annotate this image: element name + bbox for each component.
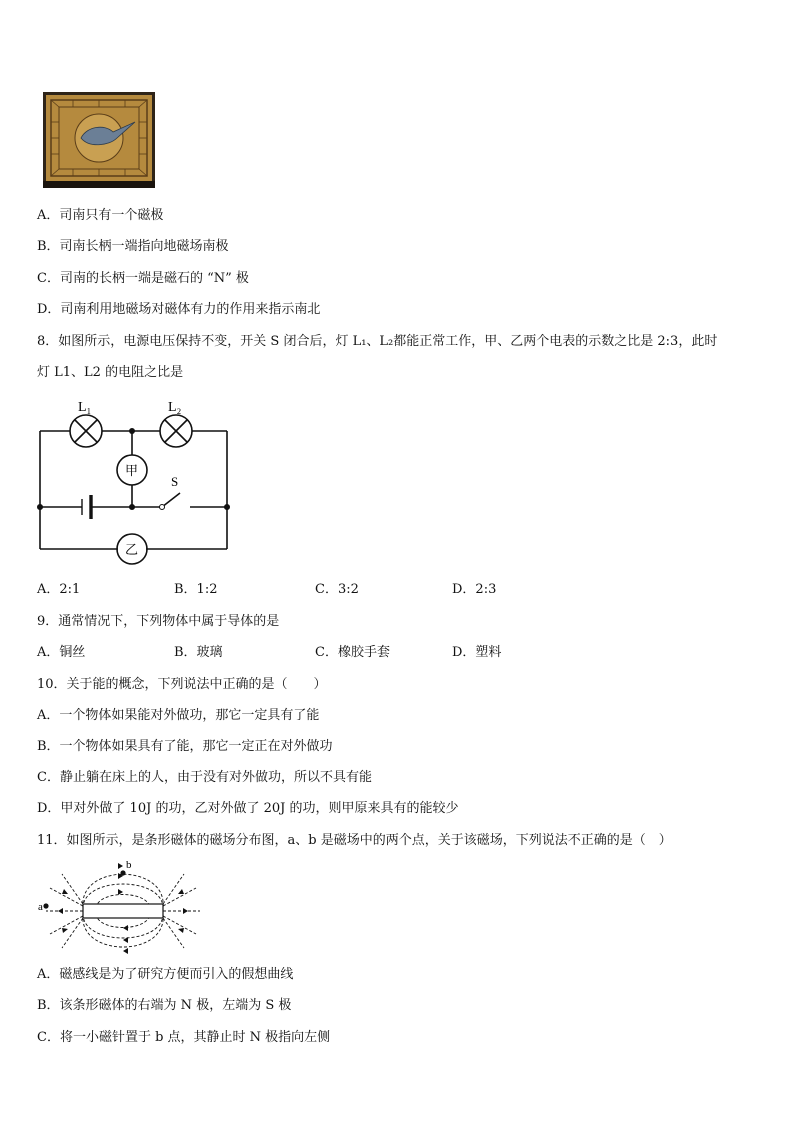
q7-option-c: C．司南的长柄一端是磁石的 “N” 极 [37, 271, 249, 286]
bar-magnet-field-diagram [38, 858, 208, 958]
q11-option-b: B．该条形磁体的右端为 N 极，左端为 S 极 [37, 998, 292, 1013]
q10-option-d: D．甲对外做了 10J 的功，乙对外做了 20J 的功，则甲原来具有的能较少 [37, 801, 459, 816]
q10-option-c: C．静止躺在床上的人，由于没有对外做功，所以不具有能 [37, 770, 372, 785]
l2-label: L₂ [168, 400, 182, 415]
q7-option-d: D．司南利用地磁场对磁体有力的作用来指示南北 [37, 302, 321, 317]
l1-label: L₁ [78, 400, 92, 415]
sinan-compass-image [43, 92, 155, 188]
q8-option-c: C．3:2 [315, 582, 359, 597]
q8-option-b: B．1:2 [174, 582, 218, 597]
q11-option-a: A．磁感线是为了研究方便而引入的假想曲线 [37, 967, 294, 982]
q11-stem: 11．如图所示，是条形磁体的磁场分布图，a、b 是磁场中的两个点，关于该磁场，下列说法不正确的是（ ） [37, 833, 672, 848]
q8-option-d: D．2:3 [452, 582, 497, 597]
q10-option-b: B．一个物体如果具有了能，那它一定正在对外做功 [37, 739, 333, 754]
point-b-label: b [126, 859, 132, 871]
q9-option-a: A．铜丝 [37, 645, 86, 660]
q11-option-c: C．将一小磁针置于 b 点，其静止时 N 极指向左侧 [37, 1030, 331, 1045]
q8-stem-line2: 灯 L1、L2 的电阻之比是 [37, 365, 184, 380]
q8-stem-line1: 8．如图所示，电源电压保持不变，开关 S 闭合后，灯 L₁、L₂都能正常工作，甲、乙两个电表的示数之比是 2:3，此时 [37, 334, 718, 349]
q8-circuit-diagram [30, 395, 240, 560]
meter-jia-label: 甲 [125, 464, 139, 479]
q8-option-a: A．2:1 [37, 582, 81, 597]
q7-option-a: A．司南只有一个磁极 [37, 208, 164, 223]
q7-option-b: B．司南长柄一端指向地磁场南极 [37, 239, 229, 254]
point-a-label: a [38, 901, 43, 913]
q9-option-d: D．塑料 [452, 645, 502, 660]
q9-stem: 9．通常情况下，下列物体中属于导体的是 [37, 614, 280, 629]
switch-label: S [171, 474, 179, 489]
q10-stem: 10．关于能的概念，下列说法中正确的是（ ） [37, 677, 327, 692]
q9-option-c: C．橡胶手套 [315, 645, 390, 660]
q10-option-a: A．一个物体如果能对外做功，那它一定具有了能 [37, 708, 320, 723]
meter-yi-label: 乙 [125, 543, 139, 558]
q9-option-b: B．玻璃 [174, 645, 223, 660]
